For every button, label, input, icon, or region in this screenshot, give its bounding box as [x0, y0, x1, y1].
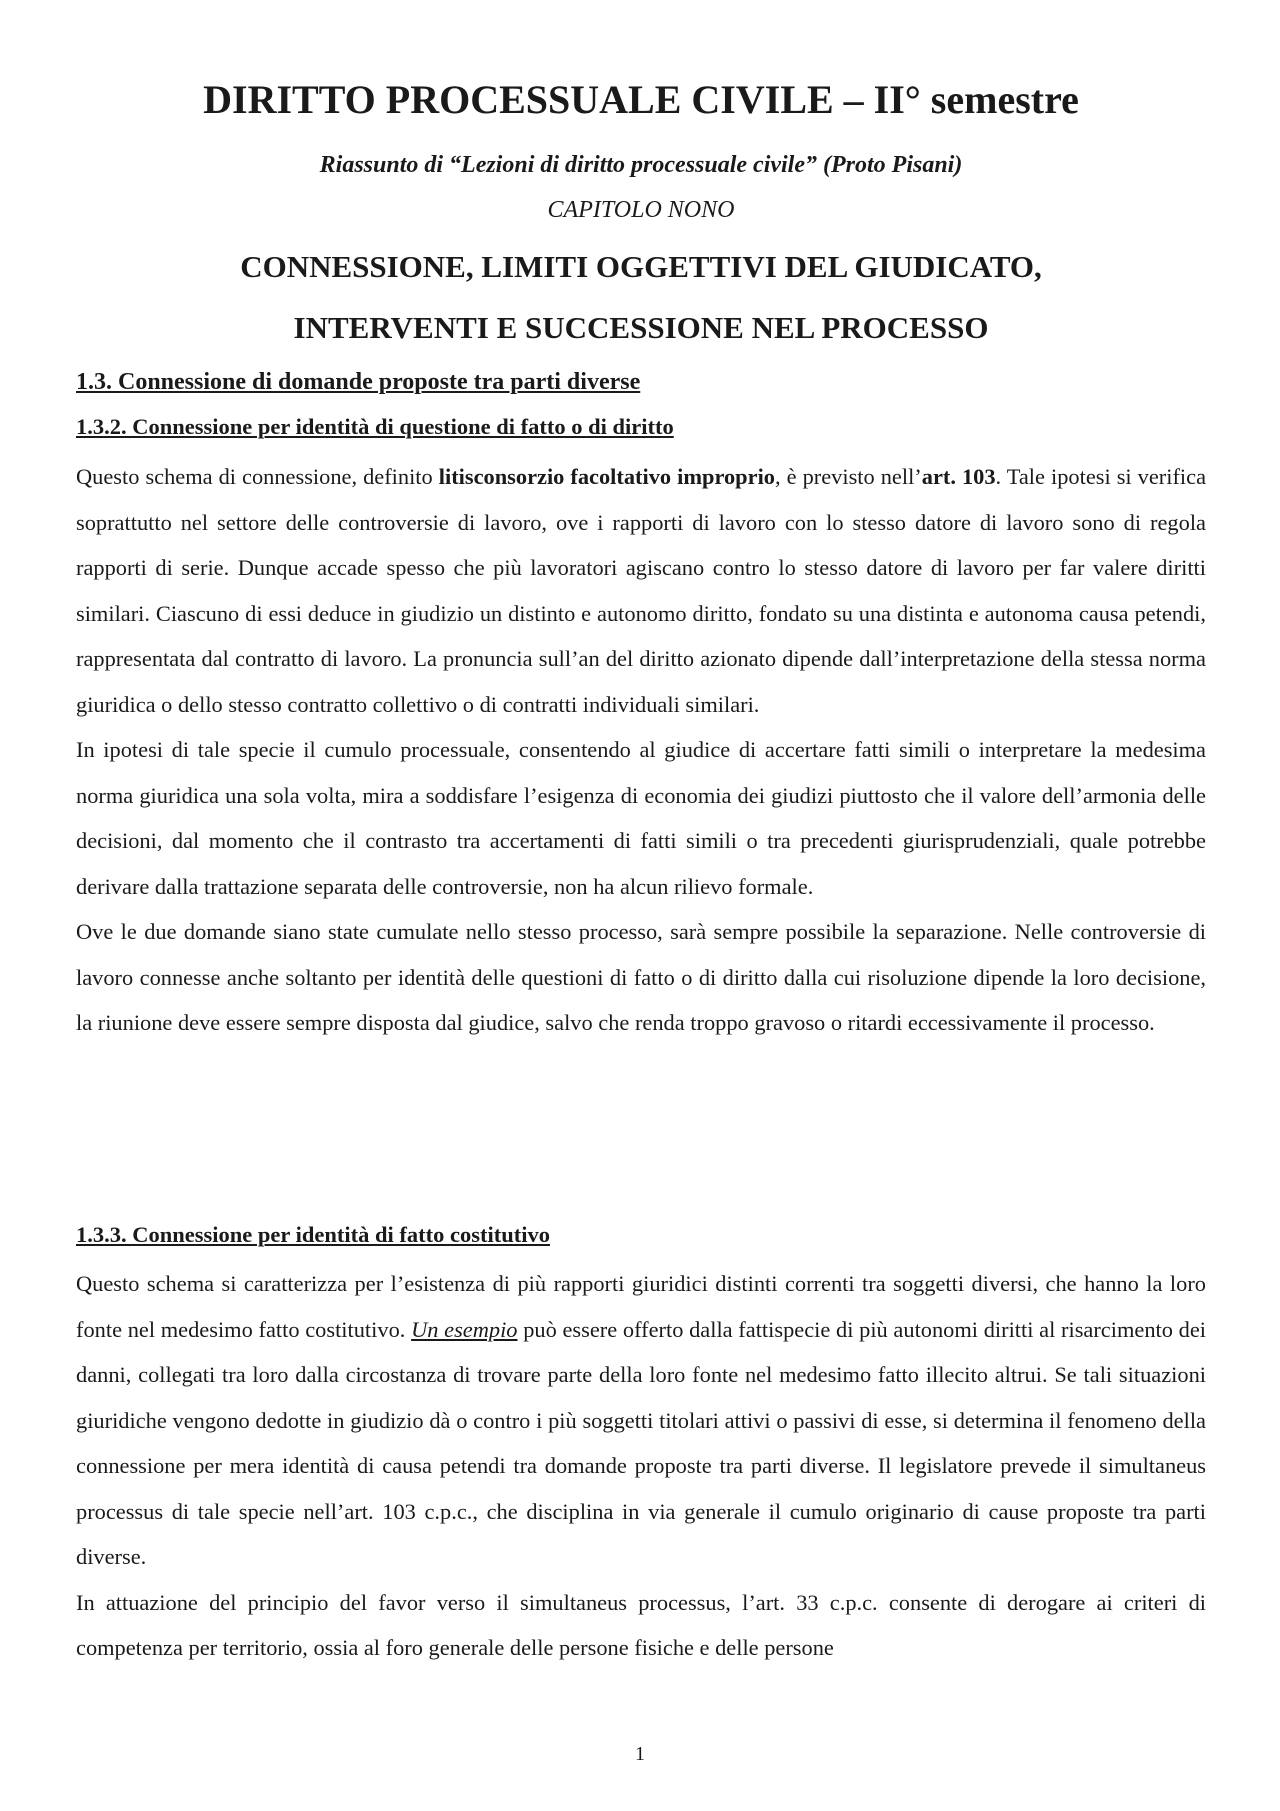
document-subtitle: Riassunto di “Lezioni di diritto processuale civile” (Proto Pisani) — [319, 152, 963, 178]
chapter-title-line-1: CONNESSIONE, LIMITI OGGETTIVI DEL GIUDICATO, — [240, 249, 1042, 284]
chapter-label: CAPITOLO NONO — [547, 197, 735, 223]
chapter-title-line-2: INTERVENTI E SUCCESSIONE NEL PROCESSO — [293, 310, 989, 345]
example-emphasis: Un esempio — [411, 1316, 518, 1342]
paragraph: In ipotesi di tale specie il cumulo processuale, consentendo al giudice di accertare fatti simili o interpretare la medesima norma giuridica una sola volta, mira a soddisfare l’esigenza di economia dei giudizi piuttosto che il valore dell’armonia delle decisioni, dal momento che il contrasto tra accertamenti di fatti simili o tra precedenti giurisprudenziali, quale potrebbe derivare dalla trattazione separata delle controversie, non ha alcun rilievo formale. — [76, 737, 1206, 899]
section-heading-1-3: 1.3. Connessione di domande proposte tra parti diverse — [76, 369, 641, 395]
paragraph: Ove le due domande siano state cumulate nello stesso processo, sarà sempre possibile la separazione. Nelle controversie di lavoro connesse anche soltanto per identità delle questioni di fatto o di diritto dalla cui risoluzione dipende la loro decisione, la riunione deve essere sempre disposta dal giudice, salvo che renda troppo gravoso o ritardi eccessivamente il processo. — [76, 919, 1206, 1035]
text-run: , è previsto nell’ — [775, 464, 922, 489]
section-heading-1-3-2: 1.3.2. Connessione per identità di questione di fatto o di diritto — [76, 414, 674, 439]
text-run: Questo schema si caratterizza per l’esistenza di più rapporti giuridici distinti correnti tra soggetti diversi, che hanno la loro fonte nel medesimo fatto costitutivo. — [76, 1271, 1206, 1342]
text-run: . Tale ipotesi si verifica soprattutto nel settore delle controversie di lavoro, ove i rapporti di lavoro con lo stesso datore di lavoro sono di regola rapporti di serie. Dunque accade spesso che più lavoratori agiscano contro lo stesso datore di lavoro per far valere diritti similari. Ciascuno di essi deduce in giudizio un distinto e autonomo diritto, fondato su una distinta e autonoma causa petendi, rappresentata dal contratto di lavoro. La pronuncia sull’an del diritto azionato dipende dall’interpretazione della stessa norma giuridica o dello stesso contratto collettivo o di contratti individuali similari. — [76, 464, 1207, 717]
paragraph — [76, 1261, 1206, 1580]
paragraph: In attuazione del principio del favor verso il simultaneus processus, l’art. 33 c.p.c. consente di derogare ai criteri di competenza per territorio, ossia al foro generale delle persone fisiche e delle persone — [76, 1589, 1206, 1660]
text-run: Questo schema di connessione, definito — [76, 464, 439, 489]
bold-term: litisconsorzio facoltativo improprio — [438, 464, 775, 489]
section-heading-1-3-3: 1.3.3. Connessione per identità di fatto costitutivo — [76, 1222, 550, 1247]
bold-term: art. 103 — [921, 464, 996, 489]
document-title: DIRITTO PROCESSUALE CIVILE – II° semestre — [203, 77, 1079, 122]
section-1-3-3-body — [76, 1261, 1206, 1671]
section-1-3-2-body — [76, 454, 1206, 1046]
text-run: può essere offerto dalla fattispecie di più autonomi diritti al risarcimento dei danni, collegati tra loro dalla circostanza di trovare parte della loro fonte nel medesimo fatto illecito altrui. Se tali situazioni giuridiche vengono dedotte in giudizio dà o contro i più soggetti titolari attivi o passivi di esse, si determina il fenomeno della connessione per mera identità di causa petendi tra domande proposte tra parti diverse. Il legislatore prevede il simultaneus processus di tale specie nell’art. 103 c.p.c., che disciplina in via generale il cumulo originario di cause proposte tra parti diverse. — [76, 1316, 1206, 1569]
paragraph — [76, 454, 1206, 727]
chapter-title — [76, 236, 1206, 358]
page-number: 1 — [635, 1743, 645, 1765]
